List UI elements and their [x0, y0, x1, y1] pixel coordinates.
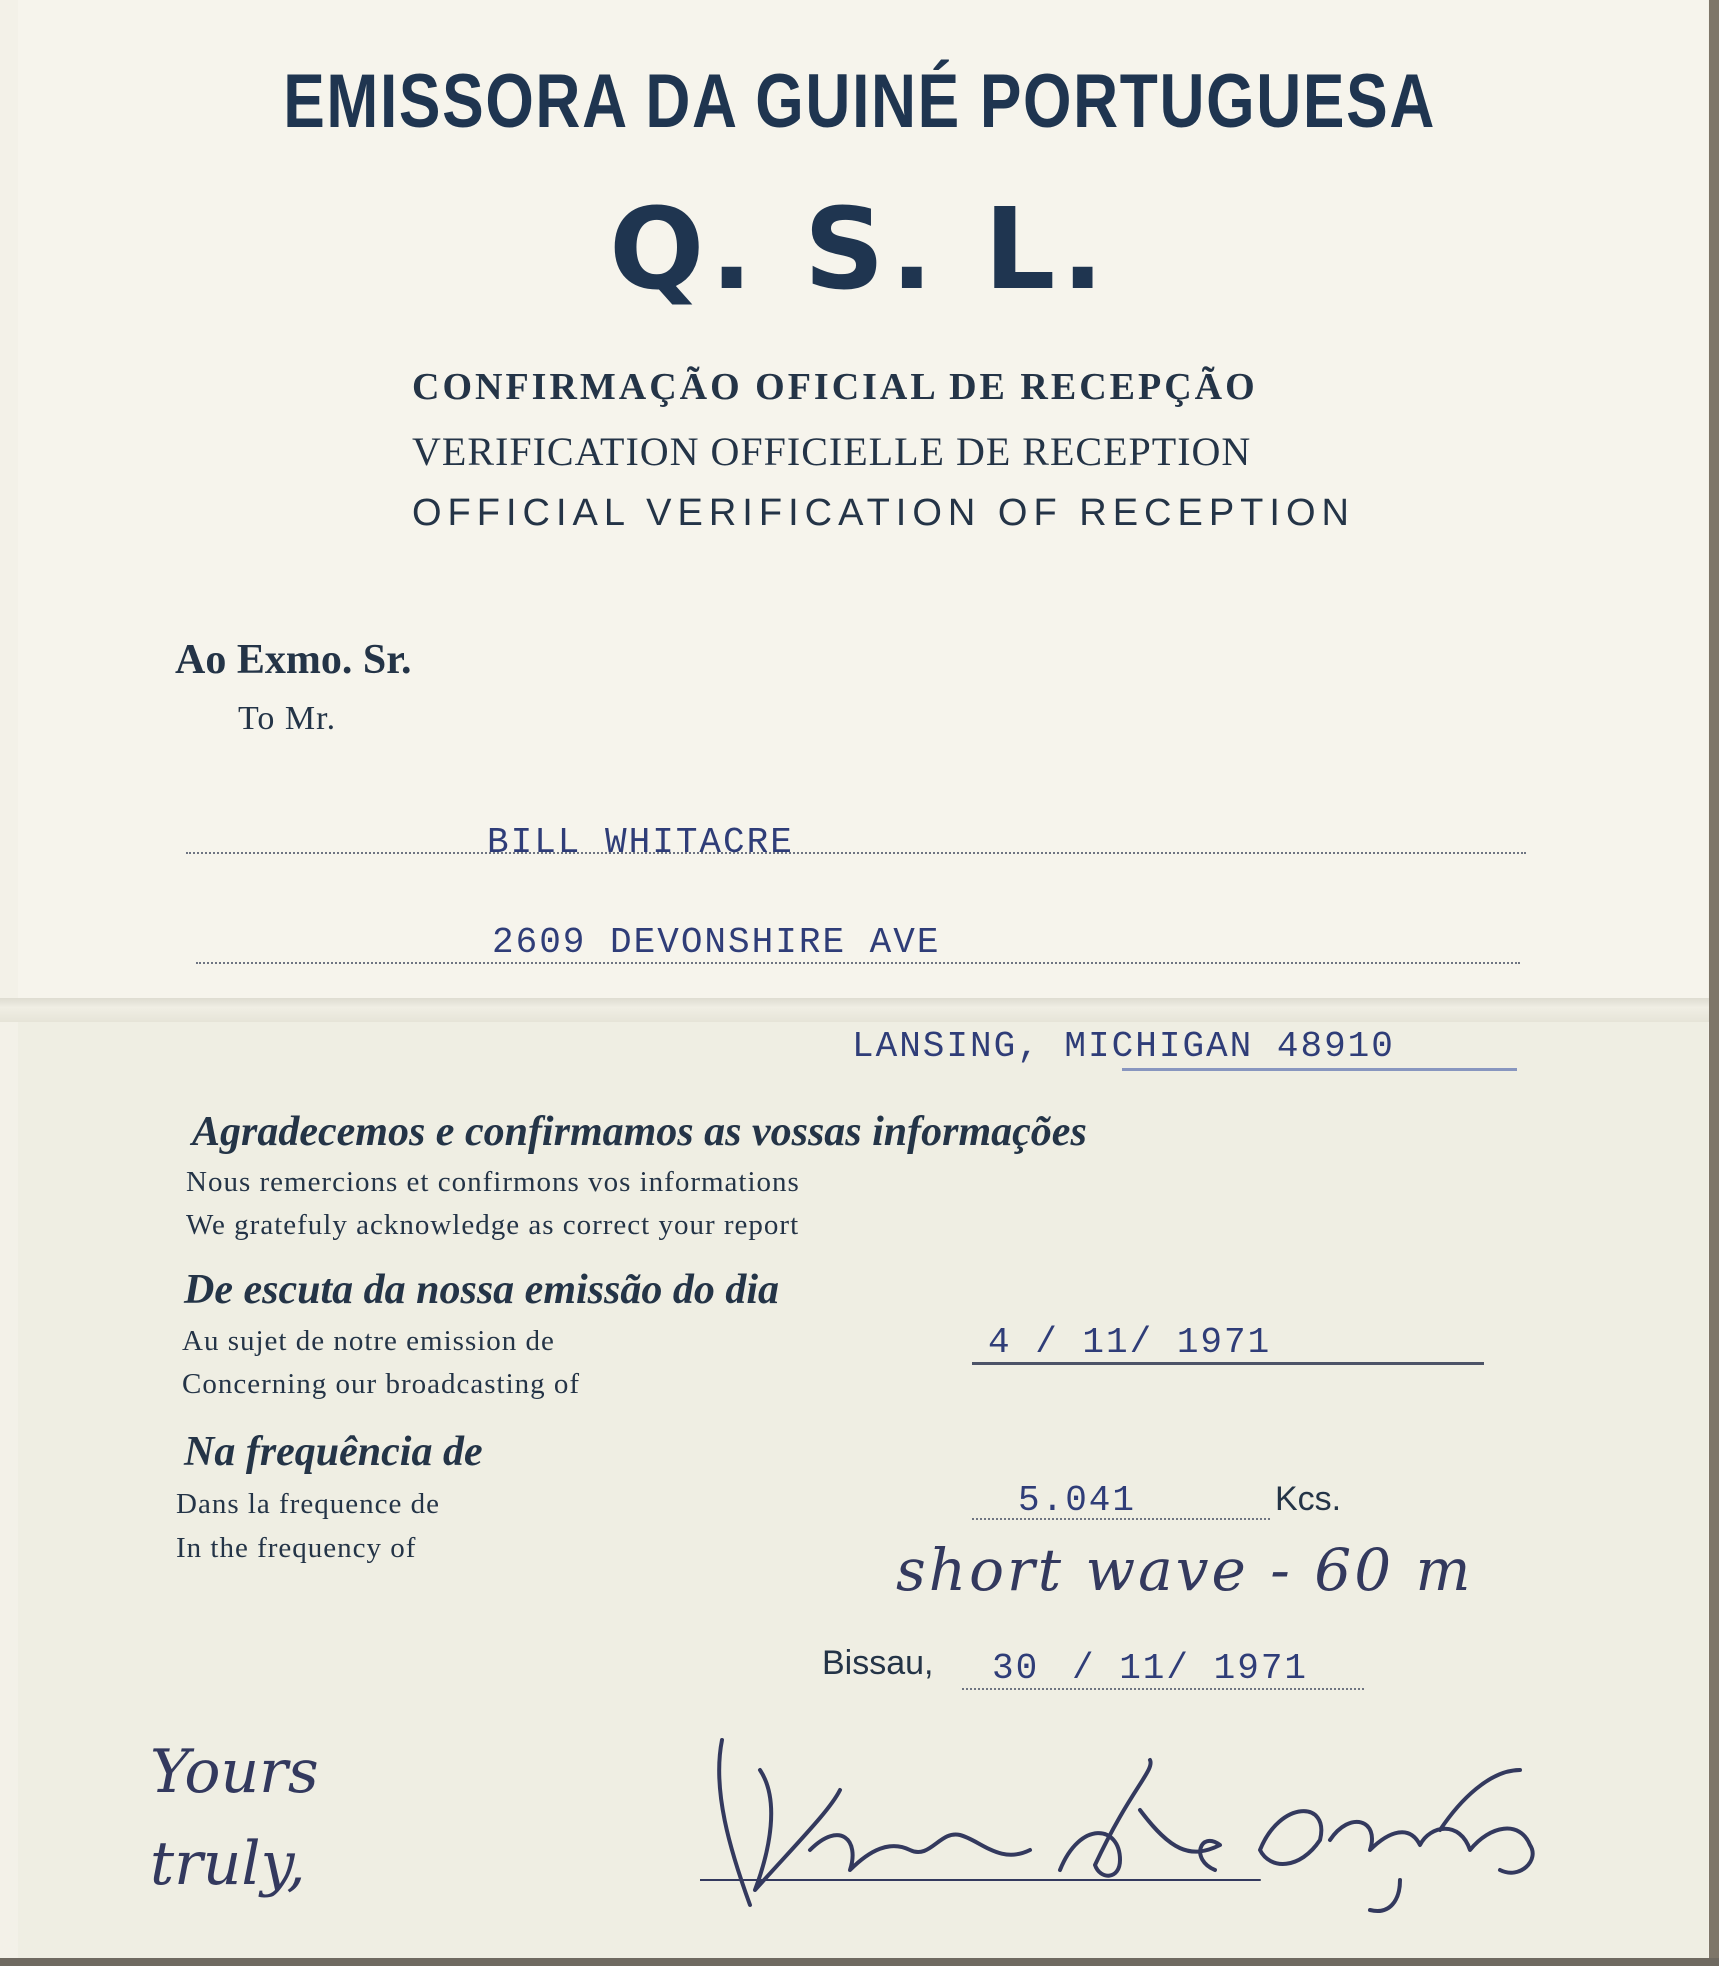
broadcast-label-fr: Au sujet de notre emission de	[182, 1325, 555, 1357]
address-line-3	[1122, 1068, 1517, 1071]
frequency-label-en: In the frequency of	[176, 1532, 417, 1564]
issue-day: 30	[992, 1648, 1040, 1689]
address-line-1	[186, 852, 1526, 854]
frequency-label-fr: Dans la frequence de	[176, 1488, 440, 1520]
frequency-handwritten-note: short wave - 60 m	[896, 1536, 1474, 1604]
frequency-label-pt: Na frequência de	[184, 1429, 483, 1475]
broadcast-label-pt: De escuta da nossa emissão do dia	[184, 1267, 780, 1313]
broadcast-label-en: Concerning our broadcasting of	[182, 1368, 581, 1400]
addressee-city: LANSING, MICHIGAN 48910	[852, 1026, 1395, 1067]
thanks-french: Nous remercions et confirmons vos informations	[186, 1166, 800, 1198]
addressee-label-pt: Ao Exmo. Sr.	[175, 637, 412, 683]
thanks-english: We gratefuly acknowledge as correct your report	[186, 1209, 800, 1241]
thanks-portuguese: Agradecemos e confirmamos as vossas informações	[192, 1109, 1087, 1155]
qsl-title: Q. S. L.	[609, 185, 1110, 315]
subtitle-portuguese: CONFIRMAÇÃO OFICIAL DE RECEPÇÃO	[412, 366, 1258, 408]
subtitle-english: OFFICIAL VERIFICATION OF RECEPTION	[412, 492, 1355, 534]
addressee-street: 2609 DEVONSHIRE AVE	[492, 922, 941, 963]
broadcast-date: 4 / 11/ 1971	[988, 1322, 1272, 1363]
issue-place: Bissau,	[822, 1644, 934, 1682]
addressee-name: BILL WHITACRE	[487, 822, 794, 863]
frequency-unit: Kcs.	[1275, 1480, 1342, 1518]
addressee-label-en: To Mr.	[238, 700, 337, 737]
card-fold	[0, 998, 1719, 1022]
issue-month-year: / 11/ 1971	[1072, 1648, 1309, 1689]
closing-handwritten: Yours truly,	[150, 1737, 319, 1899]
station-name: EMISSORA DA GUINÉ PORTUGUESA	[283, 59, 1436, 144]
signature-image	[700, 1730, 1560, 1920]
background-edge-bottom	[0, 1958, 1719, 1966]
subtitle-french: VERIFICATION OFFICIELLE DE RECEPTION	[412, 429, 1252, 474]
frequency-value: 5.041	[1018, 1480, 1137, 1521]
